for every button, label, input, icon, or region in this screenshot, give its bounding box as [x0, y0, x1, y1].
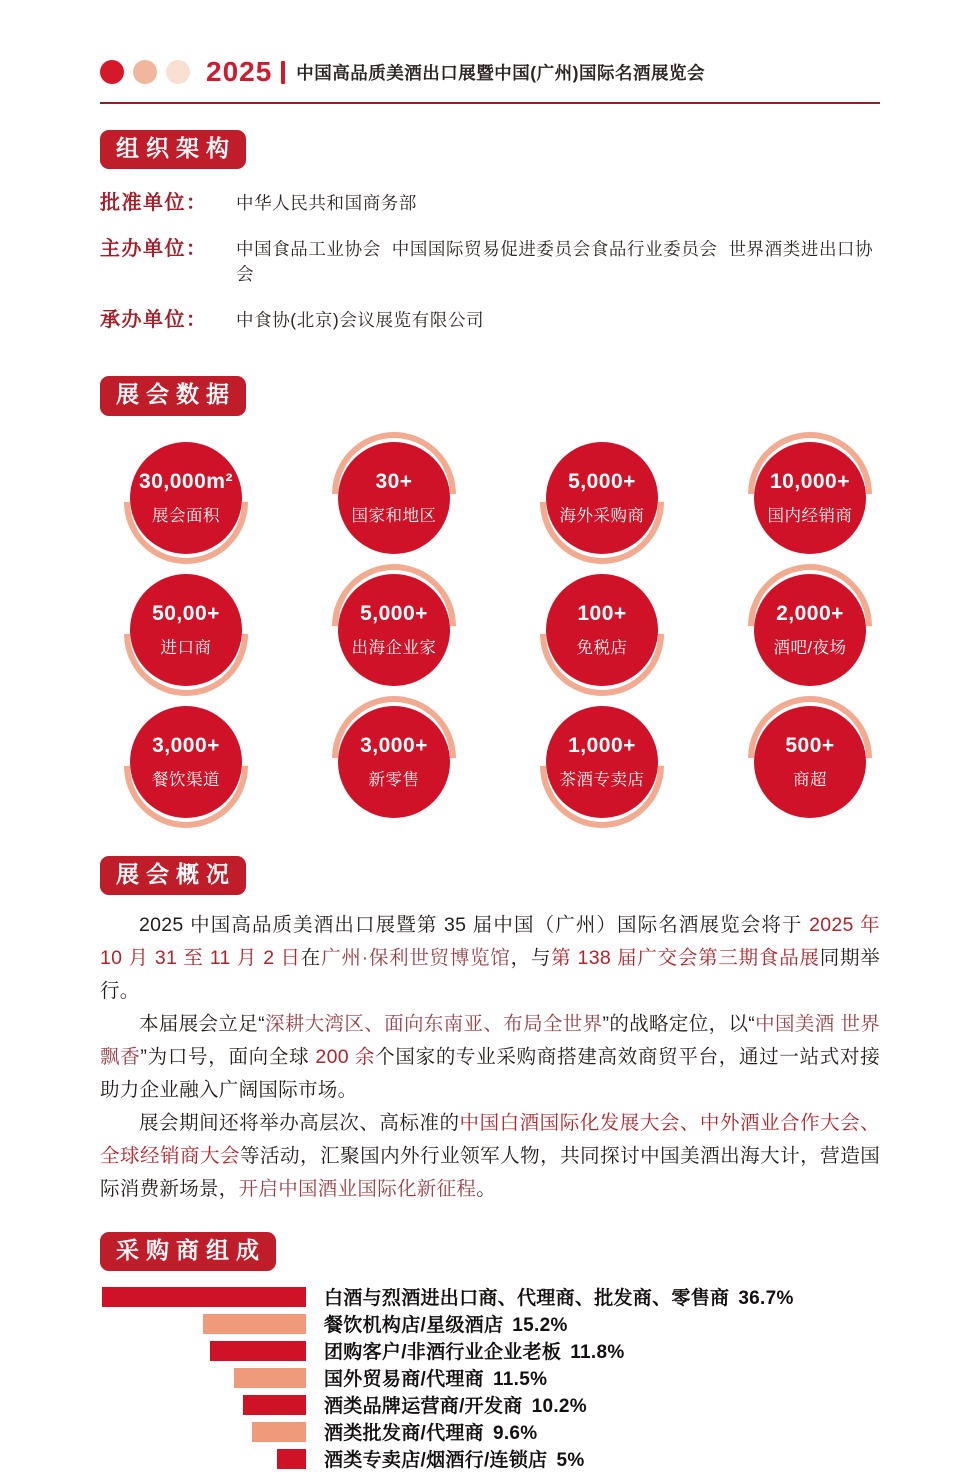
text-segment: 开启中国酒业国际化新征程 [238, 1177, 477, 1200]
stat-number: 10,000+ [770, 469, 850, 493]
org-row-label: 主办单位： [100, 238, 208, 261]
stat-circle [338, 706, 450, 818]
organization-badge: 组织架构 [100, 130, 246, 169]
chart-percent-value: 36.7% [738, 1288, 794, 1310]
chart-bar-track [100, 1341, 306, 1361]
text-segment: 本届展会立足“ [139, 1012, 265, 1035]
text-segment: 等活动，汇聚国内外行业领军人物，共同探讨中国美酒出海大计，营造国际消费新场景， [100, 1144, 880, 1200]
org-row-value: 中华人民共和国商务部 [236, 193, 417, 214]
stat-item [754, 706, 866, 818]
org-row-label: 批准单位： [100, 192, 208, 215]
stat-circle [546, 706, 658, 818]
stat-number: 30+ [375, 469, 413, 493]
stat-circle [130, 706, 242, 818]
overview-paragraph [100, 1107, 880, 1206]
stat-item [338, 442, 450, 554]
chart-category-label: 白酒与烈酒进出口商、代理商、批发商、零售商 [324, 1288, 730, 1310]
text-segment: 200 余 [315, 1045, 376, 1068]
stat-number: 500+ [785, 733, 835, 757]
text-segment: 个国家的专业采购商搭建高效商贸平台，通过一站式对接助力企业融入广阔国际市场。 [100, 1045, 880, 1101]
text-segment: ，与 [510, 946, 552, 969]
stat-item [338, 574, 450, 686]
chart-row-text [324, 1337, 625, 1364]
text-segment: 在 [300, 946, 322, 969]
stat-label: 国内经销商 [767, 506, 853, 525]
chart-bar-track [100, 1368, 306, 1388]
buyers-chart [100, 1283, 880, 1472]
header-dots [100, 60, 190, 84]
stat-number: 100+ [577, 601, 627, 625]
chart-row-text [324, 1391, 587, 1418]
stat-circle [754, 706, 866, 818]
stat-item [338, 706, 450, 818]
text-segment: 广州·保利世贸博览馆 [321, 946, 511, 969]
organization-rows [100, 186, 880, 332]
stat-circle [546, 442, 658, 554]
chart-row [100, 1310, 880, 1337]
chart-bar [252, 1422, 306, 1442]
section-buyers [100, 1232, 880, 1472]
chart-bar [234, 1368, 306, 1388]
dot-icon [100, 60, 124, 84]
chart-bar-track [100, 1449, 306, 1469]
text-segment: 。 [476, 1177, 497, 1200]
chart-row [100, 1445, 880, 1472]
chart-percent-value: 11.5% [492, 1369, 548, 1391]
overview-badge: 展会概况 [100, 856, 246, 895]
chart-percent-value: 15.2% [512, 1315, 568, 1337]
text-segment: 同期举行。 [100, 946, 881, 1002]
chart-category-label: 团购客户/非酒行业企业老板 [324, 1342, 562, 1364]
org-row [100, 186, 880, 215]
org-row [100, 232, 880, 286]
chart-bar [203, 1314, 306, 1334]
stat-label: 出海企业家 [351, 638, 437, 657]
org-row-label: 承办单位： [100, 309, 208, 332]
year-label: 2025 [206, 56, 273, 87]
chart-category-label: 酒类专卖店/烟酒行/连锁店 [324, 1450, 548, 1472]
text-segment: 深耕大湾区、面向东南亚、布局全世界 [264, 1012, 603, 1035]
chart-bar [102, 1287, 306, 1307]
stat-circle [338, 442, 450, 554]
text-segment: ”的战略定位，以“ [602, 1012, 756, 1035]
chart-category-label: 国外贸易商/代理商 [324, 1369, 484, 1391]
stat-circle [130, 574, 242, 686]
chart-category-label: 餐饮机构店/星级酒店 [324, 1315, 504, 1337]
stat-item [130, 442, 242, 554]
stat-number: 3,000+ [152, 733, 220, 757]
page-header [100, 0, 880, 104]
chart-row-text [324, 1418, 538, 1445]
org-row [100, 303, 880, 332]
chart-row [100, 1337, 880, 1364]
stat-number: 2,000+ [776, 601, 844, 625]
chart-percent-value: 11.8% [570, 1342, 625, 1364]
stat-label: 酒吧/夜场 [773, 638, 847, 657]
chart-row-text [324, 1364, 547, 1391]
stat-number: 1,000+ [568, 733, 636, 757]
buyers-badge: 采购商组成 [100, 1232, 276, 1271]
chart-bar [277, 1449, 306, 1469]
stat-item [546, 574, 658, 686]
stat-circle [338, 574, 450, 686]
chart-percent-value: 5% [556, 1450, 585, 1472]
text-segment: 2025 年 10 月 31 至 11 月 2 日 [100, 913, 880, 969]
chart-bar-track [100, 1287, 306, 1307]
overview-paragraphs [100, 909, 880, 1206]
stats-row [130, 442, 866, 554]
stat-label: 国家和地区 [351, 506, 437, 525]
chart-bar [243, 1395, 306, 1415]
overview-paragraph [100, 1008, 880, 1107]
chart-row [100, 1364, 880, 1391]
section-stats [100, 376, 880, 415]
org-row-value: 中国食品工业协会 中国国际贸易促进委员会食品行业委员会 世界酒类进出口协会 [236, 239, 874, 285]
stat-label: 新零售 [368, 770, 420, 789]
stat-item [130, 574, 242, 686]
chart-category-label: 酒类品牌运营商/开发商 [324, 1396, 523, 1418]
chart-bar-track [100, 1395, 306, 1415]
chart-row-text [324, 1310, 568, 1337]
stat-circle [130, 442, 242, 554]
stat-circle [754, 574, 866, 686]
stat-item [546, 442, 658, 554]
chart-bar-track [100, 1422, 306, 1442]
text-segment: 中国美酒 世界飘香 [100, 1012, 881, 1068]
chart-row-text [324, 1283, 794, 1310]
section-overview [100, 856, 880, 1206]
stats-row [130, 574, 866, 686]
stat-item [754, 442, 866, 554]
stat-circle [754, 442, 866, 554]
chart-row-text [324, 1445, 585, 1472]
text-segment: 展会期间还将举办高层次、高标准的 [139, 1111, 460, 1134]
dot-icon [133, 60, 157, 84]
stat-label: 海外采购商 [559, 506, 645, 525]
text-segment: 中国白酒国际化发展大会、中外酒业合作大会、全球经销商大会 [100, 1111, 880, 1167]
stat-item [130, 706, 242, 818]
text-segment: ”为口号，面向全球 [140, 1045, 316, 1068]
section-organization [100, 130, 880, 332]
chart-percent-value: 10.2% [531, 1396, 587, 1418]
stat-label: 餐饮渠道 [152, 770, 220, 789]
stat-number: 3,000+ [360, 733, 428, 757]
stats-grid [130, 442, 866, 818]
stat-label: 进口商 [160, 638, 212, 657]
org-row-value: 中食协(北京)会议展览有限公司 [236, 310, 485, 331]
stat-label: 展会面积 [152, 506, 220, 525]
page-title: 中国高品质美酒出口展暨中国(广州)国际名酒展览会 [296, 62, 705, 83]
stat-number: 50,00+ [152, 601, 220, 625]
dot-icon [166, 60, 190, 84]
stat-circle [546, 574, 658, 686]
chart-bar-track [100, 1314, 306, 1334]
stat-number: 5,000+ [360, 601, 428, 625]
stat-item [754, 574, 866, 686]
stat-label: 商超 [793, 770, 827, 789]
stats-badge: 展会数据 [100, 376, 246, 415]
stat-label: 免税店 [576, 638, 628, 657]
text-segment: 2025 中国高品质美酒出口展暨第 35 届中国（广州）国际名酒展览会将于 [139, 913, 810, 936]
stat-item [546, 706, 658, 818]
stat-number: 5,000+ [568, 469, 636, 493]
text-segment: 第 138 届广交会第三期食品展 [551, 946, 820, 969]
chart-row [100, 1283, 880, 1310]
stat-number: 30,000m² [139, 469, 233, 493]
chart-row [100, 1391, 880, 1418]
chart-bar [210, 1341, 306, 1361]
stat-label: 茶酒专卖店 [559, 770, 645, 789]
title-divider [281, 61, 285, 84]
chart-percent-value: 9.6% [492, 1423, 538, 1445]
stats-row [130, 706, 866, 818]
overview-paragraph [100, 909, 880, 1008]
chart-category-label: 酒类批发商/代理商 [324, 1423, 484, 1445]
chart-row [100, 1418, 880, 1445]
